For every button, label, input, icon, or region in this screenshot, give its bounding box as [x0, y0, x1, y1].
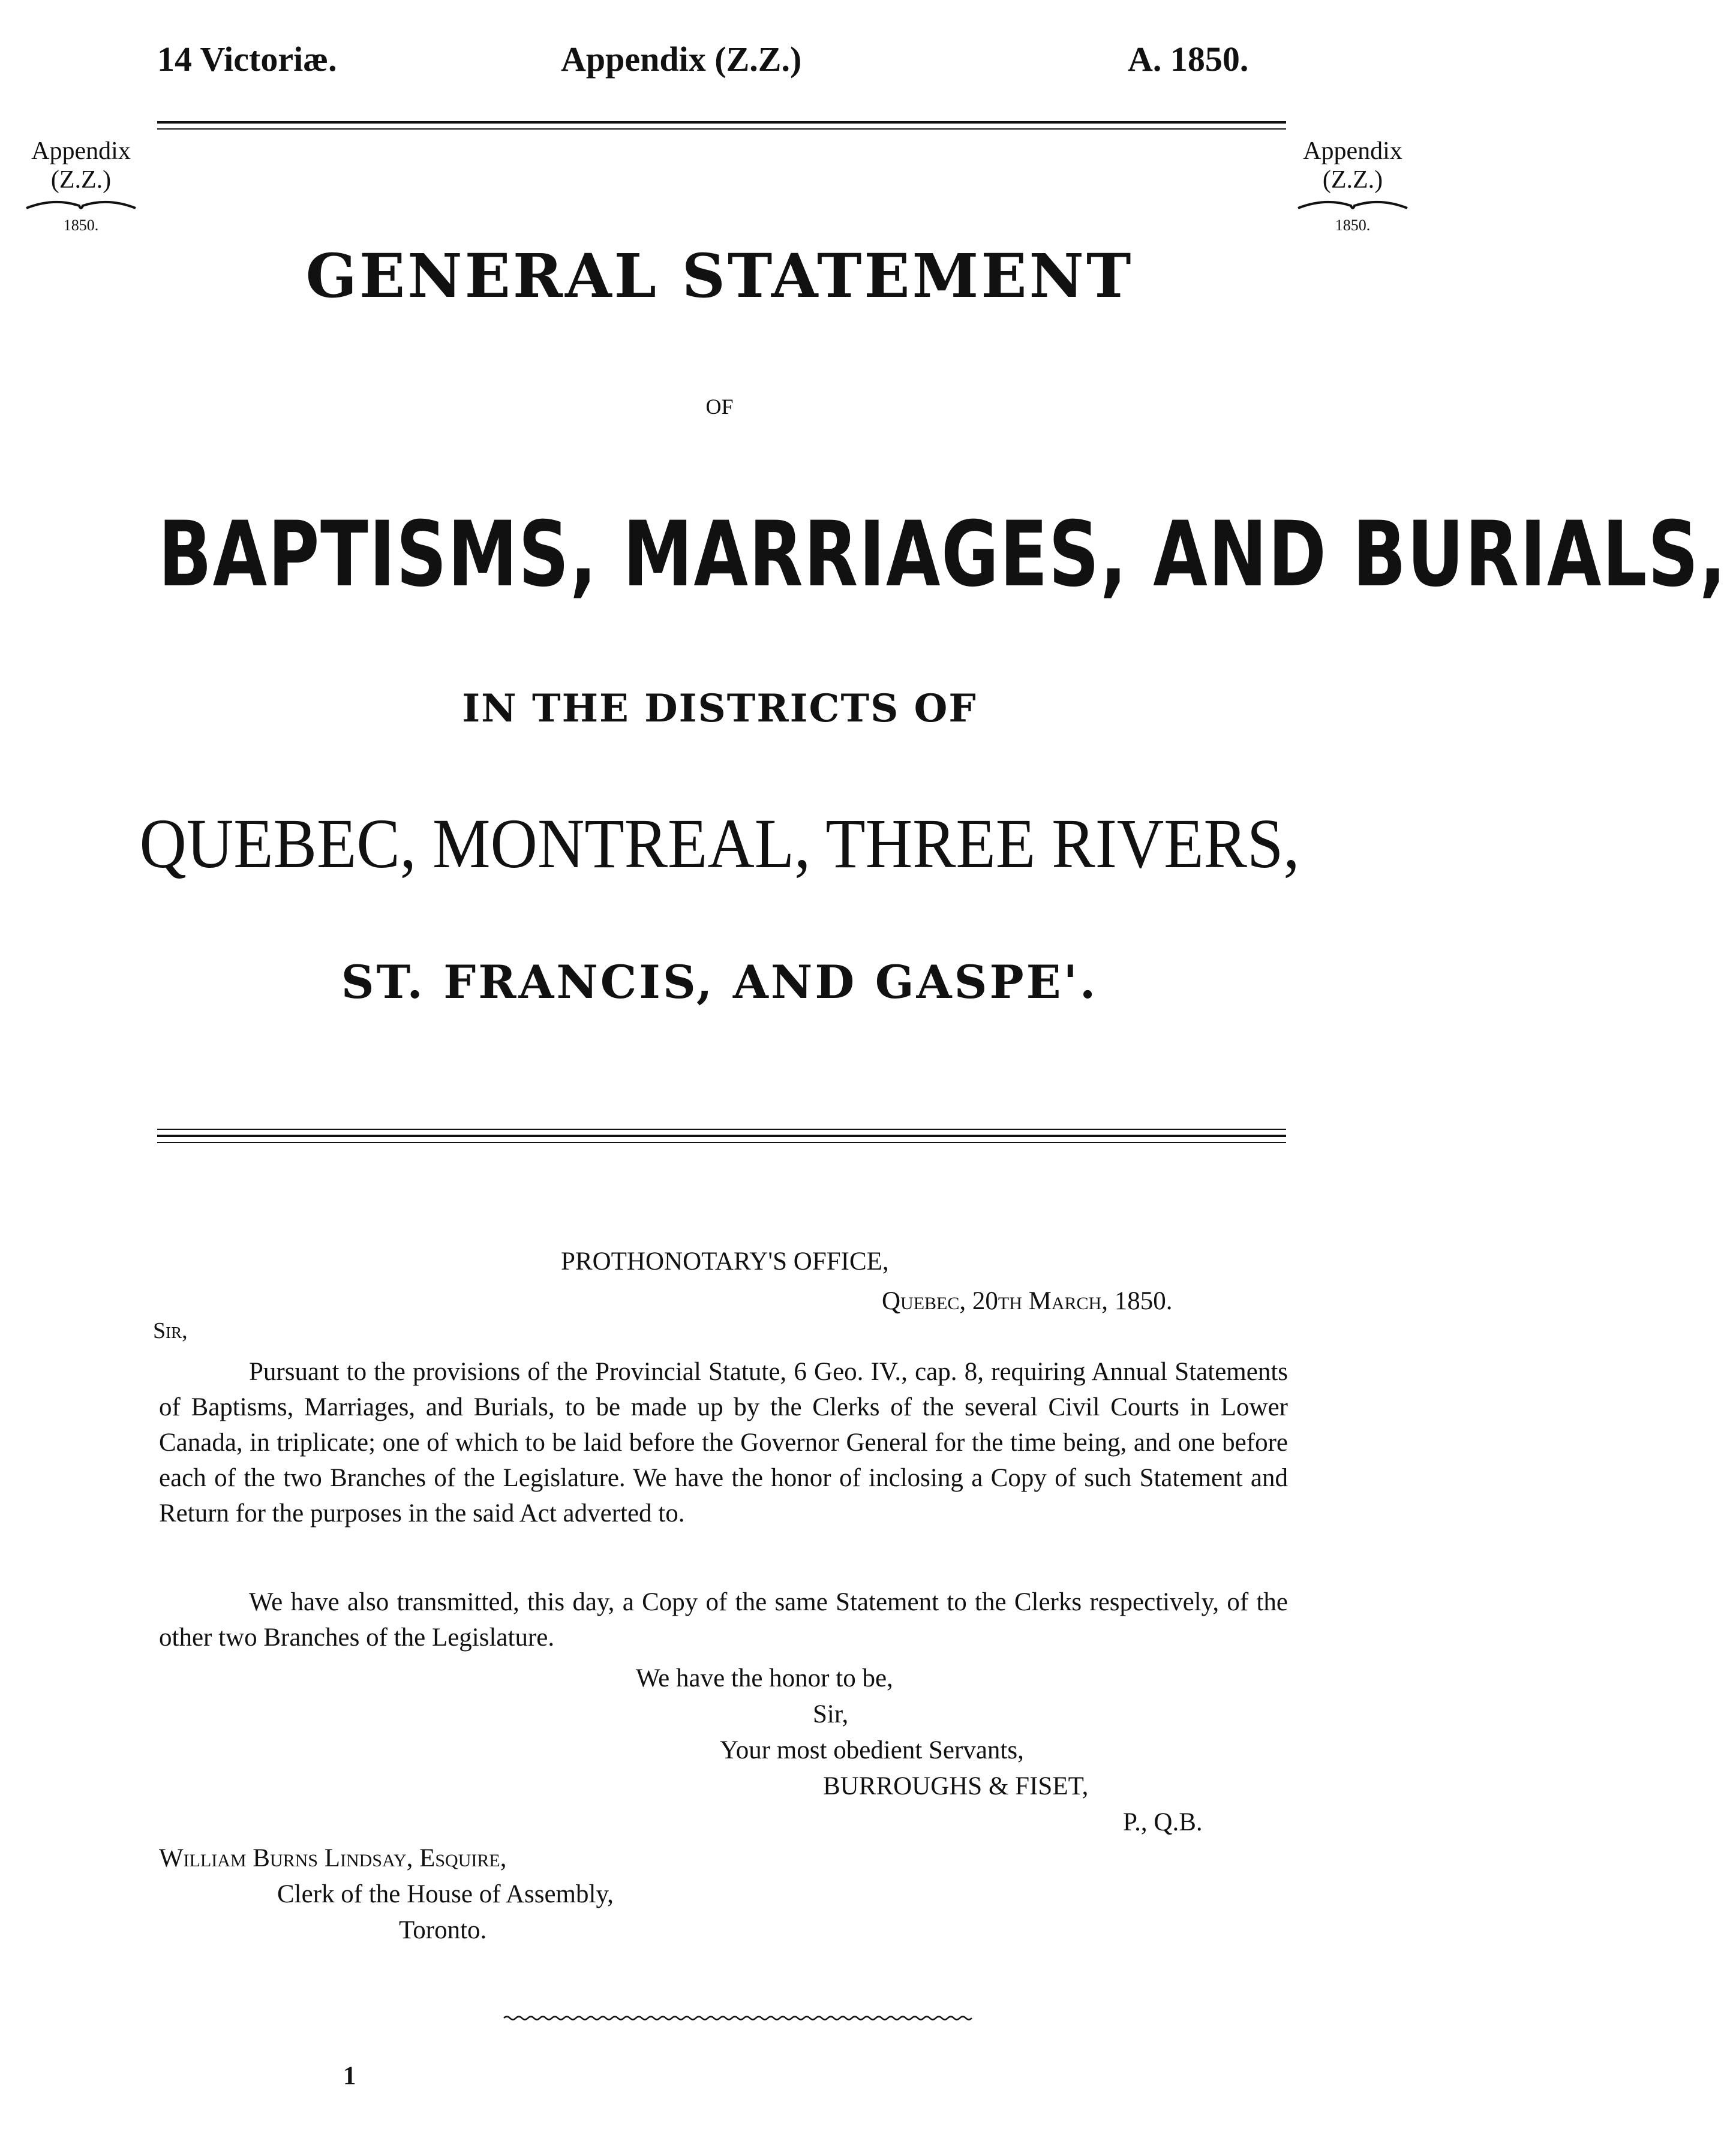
letter-salutation: Sir, — [153, 1318, 188, 1343]
letter-addressee-name: William Burns Lindsay, Esquire, — [159, 1844, 507, 1872]
title-districts-list: QUEBEC, MONTREAL, THREE RIVERS, — [139, 804, 1300, 883]
margin-note-right-year: 1850. — [1335, 216, 1371, 234]
letter-place-date-text: Quebec, 20th March, 1850. — [882, 1287, 1173, 1315]
margin-note-right-line2: (Z.Z.) — [1322, 166, 1383, 194]
header-rule-top — [157, 121, 1286, 124]
swash-ornament-left — [24, 196, 138, 213]
margin-note-right-line1: Appendix — [1303, 137, 1402, 165]
title-rule-top — [157, 1129, 1286, 1130]
margin-note-left-line2: (Z.Z.) — [50, 166, 112, 194]
letter-addressee-place: Toronto. — [399, 1916, 487, 1944]
page-number: 1 — [343, 2062, 356, 2090]
margin-note-left-line1: Appendix — [31, 137, 131, 165]
running-header-right: A. 1850. — [1128, 40, 1249, 79]
margin-note-left — [12, 137, 150, 234]
letter-closing-2: Sir, — [813, 1700, 849, 1728]
header-rule-bottom — [157, 128, 1286, 130]
letter-office: PROTHONOTARY'S OFFICE, — [561, 1247, 889, 1276]
footer-wavy-rule — [504, 2014, 972, 2022]
swash-ornament-right — [1296, 196, 1410, 213]
title-baptisms-marriages-burials: BAPTISMS, MARRIAGES, AND BURIALS, — [158, 503, 1727, 607]
margin-note-right — [1284, 137, 1422, 234]
letter-closing-1: We have the honor to be, — [636, 1664, 893, 1692]
letter-place-date — [882, 1288, 1172, 1314]
running-header-center: Appendix (Z.Z.) — [561, 40, 802, 79]
letter-signature: BURROUGHS & FISET, — [823, 1772, 1089, 1800]
letter-addressee-title: Clerk of the House of Assembly, — [277, 1880, 614, 1908]
margin-note-left-year: 1850. — [63, 216, 99, 234]
letter-closing-3: Your most obedient Servants, — [720, 1736, 1024, 1764]
title-rule-middle — [157, 1135, 1286, 1137]
title-general-statement: GENERAL STATEMENT — [305, 240, 1134, 311]
title-in-the-districts: IN THE DISTRICTS OF — [462, 686, 977, 731]
title-st-francis-gaspe: ST. FRANCIS, AND GASPE'. — [341, 955, 1098, 1009]
title-of: OF — [705, 395, 734, 419]
letter-paragraph-1: Pursuant to the provisions of the Provincial Statute, 6 Geo. IV., cap. 8, requiring Annual Statements of Baptisms, Marriages, and Burials, to be made up by the Clerks of the several Civil Courts in Lower Canada, in triplicate; one of which to be laid before the Governor General for the time being, and one before each of the two Branches of the Legislature. We have the honor of inclosing a Copy of such Statement and Return for the purposes in the said Act adverted to. — [159, 1358, 1288, 1527]
title-rule-bottom — [157, 1142, 1286, 1143]
letter-signature-title: P., Q.B. — [1123, 1808, 1203, 1836]
running-header-left: 14 Victoriæ. — [157, 40, 337, 79]
letter-paragraph-2: We have also transmitted, this day, a Copy of the same Statement to the Clerks respectively, of the other two Branches of the Legislature. — [159, 1588, 1288, 1652]
